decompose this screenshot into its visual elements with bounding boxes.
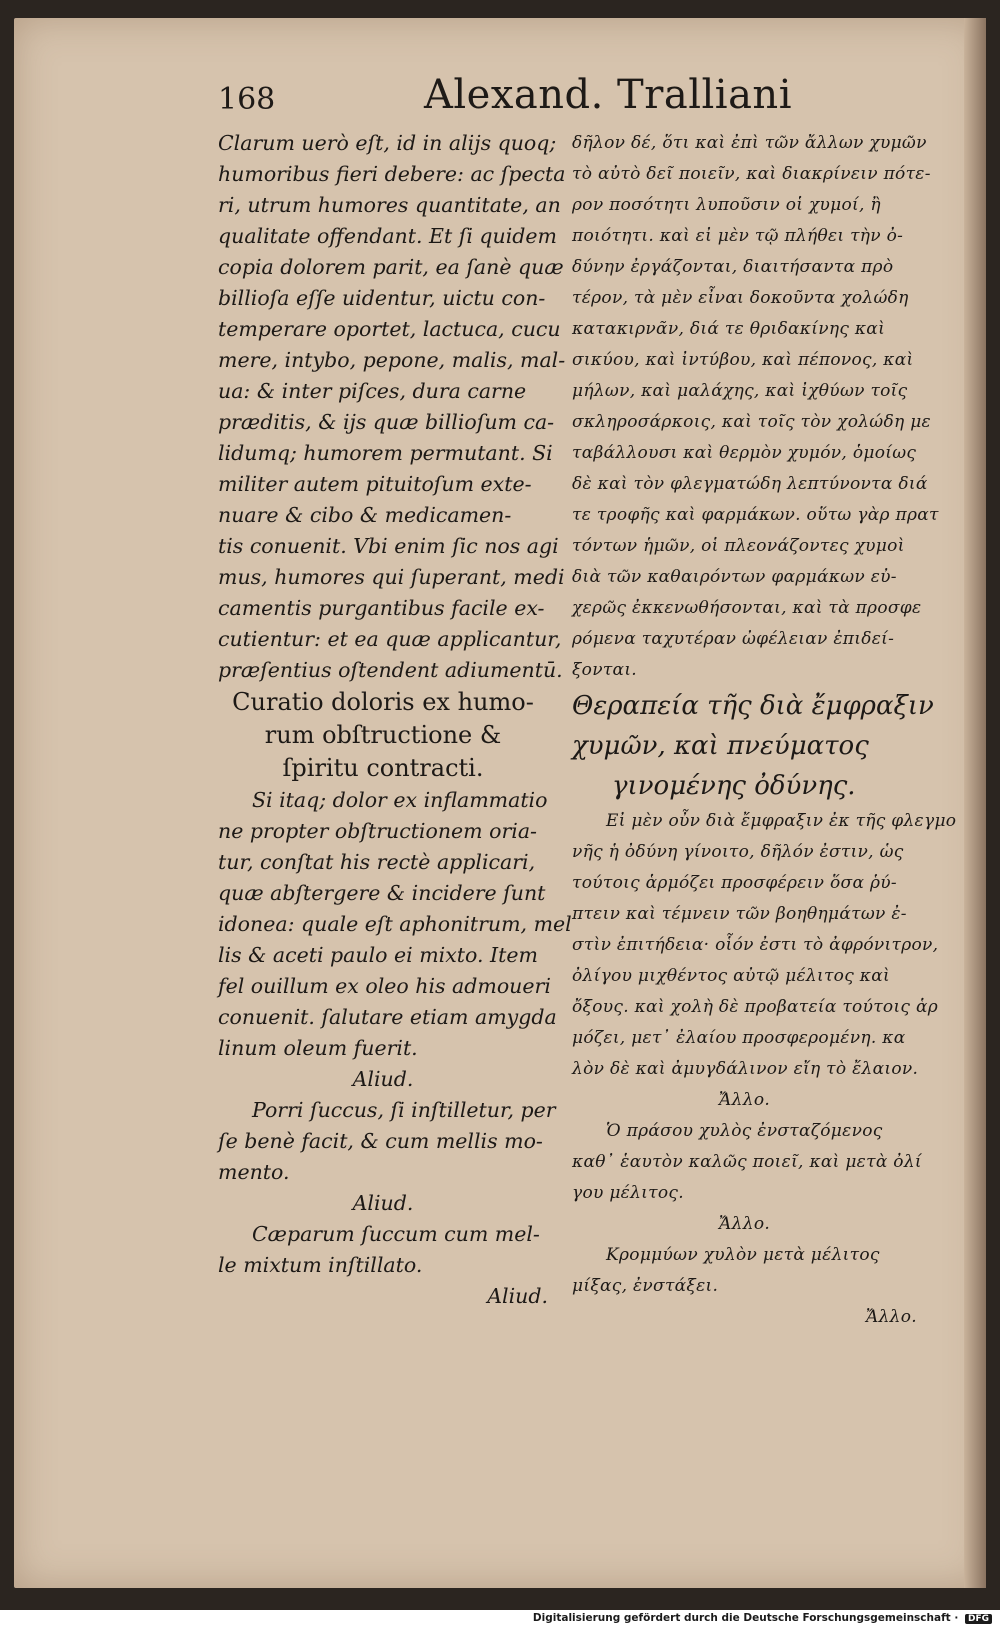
greek-line: ρόμενα ταχυτέραν ὠφέλειαν ἐπιδεί- [572,629,895,649]
greek-allo-heading: Ἄλλο. [718,1214,771,1234]
latin-line: Cæparum ſuccum cum mel- [252,1222,540,1246]
page-edge [964,18,986,1588]
greek-line: δύνην ἐργάζονται, διαιτήσαντα πρὸ [572,257,894,277]
greek-line: Κρομμύων χυλὸν μετὰ μέλιτος [606,1245,880,1265]
latin-line: mento. [218,1160,290,1184]
latin-line: quæ abſtergere & incidere ſunt [218,881,546,905]
latin-line: præſentius oſtendent adiumentū. [218,658,563,682]
latin-section-heading: Curatio doloris ex humo- [232,688,534,716]
latin-line: tur, conſtat his rectè applicari, [218,850,536,874]
latin-line: Porri ſuccus, ſi inſtilletur, per [252,1098,556,1122]
greek-line: Ὁ πράσου χυλὸς ἐνσταζόμενος [606,1121,883,1141]
greek-column [572,128,957,1333]
latin-line: fel ouillum ex oleo his admoueri [218,974,551,998]
latin-line: ne propter obſtructionem oria- [218,819,537,843]
greek-line: τόντων ἡμῶν, οἱ πλεονάζοντες χυμοὶ [572,536,905,556]
greek-line: τούτοις ἁρμόζει προσφέρειν ὅσα ῥύ- [572,873,897,893]
greek-line: γου μέλιτος. [572,1183,684,1203]
latin-line: copia dolorem parit, ea ſanè quæ [218,255,564,279]
greek-line: μήλων, καὶ μαλάχης, καὶ ἰχθύων τοῖς [572,381,908,401]
latin-catchword: Aliud. [487,1284,548,1308]
greek-line: ταβάλλουσι καὶ θερμὸν χυμόν, ὁμοίως [572,443,917,463]
latin-aliud-heading: Aliud. [352,1067,414,1091]
latin-line: camentis purgantibus facile ex- [218,596,545,620]
latin-line: billioſa eſſe uidentur, uictu con- [218,286,546,310]
greek-section-heading: χυμῶν, καὶ πνεύματος [572,731,869,761]
latin-line: Si itaq; dolor ex inflammatio [252,788,548,812]
greek-line: στὶν ἐπιτήδεια· οἷόν ἐστι τὸ ἀφρόνιτρον, [572,935,939,955]
greek-catchword: Ἄλλο. [865,1307,917,1327]
greek-line: Εἰ μὲν οὖν διὰ ἔμφραξιν ἐκ τῆς φλεγμο [606,811,957,831]
latin-line: militer autem pituitoſum exte- [218,472,532,496]
greek-line: σικύου, καὶ ἰντύβου, καὶ πέπονος, καὶ [572,350,914,370]
latin-section-heading: rum obſtructione & [264,721,502,749]
greek-line: χερῶς ἐκκενωθήσονται, καὶ τὰ προσφε [572,598,922,618]
greek-line: μίξας, ἐνστάξει. [572,1276,719,1296]
latin-line: ſe benè facit, & cum mellis mo- [218,1129,543,1153]
latin-line: mus, humores qui ſuperant, medi [218,565,565,589]
greek-line: ὄξους. καὶ χολὴ δὲ προβατεία τούτοις ἁρ [572,997,939,1017]
latin-column [218,128,572,1312]
latin-line: cutientur: et ea quæ applicantur, [218,627,562,651]
greek-line: μόζει, μετ᾽ ἐλαίου προσφερομένη. κα [572,1028,906,1048]
latin-line: præditis, & ijs quæ billioſum ca- [218,410,555,434]
greek-line: διὰ τῶν καθαιρόντων φαρμάκων εὐ- [572,567,897,587]
latin-line: le mixtum inſtillato. [218,1253,423,1277]
page-number: 168 [218,82,276,117]
greek-line: τὸ αὐτὸ δεῖ ποιεῖν, καὶ διακρίνειν πότε- [572,164,931,184]
latin-line: humoribus fieri debere: ac ſpecta [218,162,566,186]
latin-line: ua: & inter piſces, dura carne [218,379,527,403]
latin-line: mere, intybo, pepone, malis, mal- [218,348,566,372]
greek-line: νῆς ἡ ὀδύνη γίνοιτο, δῆλόν ἐστιν, ὡς [572,842,904,862]
latin-line: tis conuenit. Vbi enim ſic nos agi [218,534,559,558]
latin-line: linum oleum fuerit. [218,1036,418,1060]
latin-line: ri, utrum humores quantitate, an [218,193,561,217]
greek-line: ὀλίγου μιχθέντος αὐτῷ μέλιτος καὶ [572,966,890,986]
greek-section-heading: γινομένης ὀδύνης. [612,771,856,801]
running-title: Alexand. Tralliani [424,72,792,118]
latin-section-heading: ſpiritu contracti. [282,754,484,782]
greek-line: κατακιρνᾶν, διά τε θριδακίνης καὶ [572,319,886,339]
latin-line: temperare oportet, lactuca, cucu [218,317,561,341]
dfg-logo: DFG [965,1614,992,1624]
greek-line: δὲ καὶ τὸν φλεγματώδη λεπτύνοντα διά [572,474,928,494]
latin-line: lidumq; humorem permutant. Si [218,441,553,465]
greek-line: σκληροσάρκοις, καὶ τοῖς τὸν χολώδη με [572,412,931,432]
greek-section-heading: Θεραπεία τῆς διὰ ἔμφραξιν [572,691,934,721]
latin-line: qualitate offendant. Et ſi quidem [218,224,557,248]
greek-line: ρον ποσότητι λυποῦσιν οἱ χυμοί, ἢ [572,195,881,215]
greek-line: τε τροφῆς καὶ φαρμάκων. οὕτω γὰρ πρατ [572,505,939,525]
latin-line: Clarum uerò eſt, id in alijs quoq; [218,131,557,155]
latin-line: idonea: quale eſt aphonitrum, mel [218,912,572,936]
greek-line: καθ᾽ ἑαυτὸν καλῶς ποιεῖ, καὶ μετὰ ὀλί [572,1152,922,1172]
credit-text: Digitalisierung gefördert durch die Deutsche Forschungsgemeinschaft · [532,1612,959,1624]
greek-line: τέρον, τὰ μὲν εἶναι δοκοῦντα χολώδη [572,288,909,308]
latin-line: nuare & cibo & medicamen- [218,503,512,527]
greek-line: ποιότητι. καὶ εἰ μὲν τῷ πλήθει τὴν ὀ- [572,226,904,246]
latin-aliud-heading: Aliud. [352,1191,414,1215]
greek-line: λὸν δὲ καὶ ἀμυγδάλινον εἴη τὸ ἔλαιον. [572,1059,919,1079]
greek-line: πτειν καὶ τέμνειν τῶν βοηθημάτων ἐ- [572,904,907,924]
greek-line: ξονται. [572,660,637,680]
greek-line: δῆλον δέ, ὅτι καὶ ἐπὶ τῶν ἄλλων χυμῶν [572,133,927,153]
digitization-credit [533,1612,992,1624]
page-header [0,68,1000,128]
latin-line: conuenit. ſalutare etiam amygda [218,1005,557,1029]
greek-allo-heading: Ἄλλο. [718,1090,771,1110]
latin-line: lis & aceti paulo ei mixto. Item [218,943,538,967]
